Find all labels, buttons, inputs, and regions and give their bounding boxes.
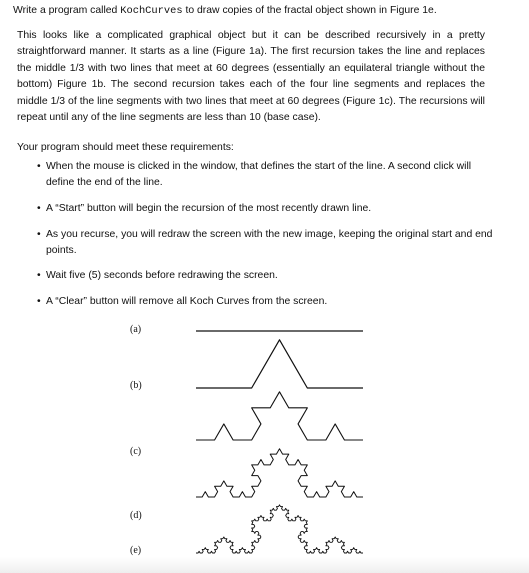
bullet-icon: • [37,161,41,172]
requirements-heading: Your program should meet these requirements: [17,142,234,153]
program-name-code: KochCurves [120,5,183,17]
intro-text-before: Write a program called [13,5,121,16]
koch-curve-e [196,505,363,553]
koch-curve-b [196,340,363,388]
requirement-text: When the mouse is clicked in the window, that defines the start of the line. A second click will define the end of the line. [46,161,472,189]
intro-text-after: to draw copies of the fractal object shown in Figure 1e. [182,5,437,16]
page-bottom-edge [0,557,529,573]
koch-curve-d [196,449,363,497]
requirement-text: Wait five (5) seconds before redrawing the screen. [46,270,278,281]
koch-curve-c [196,392,363,440]
figure-label-b: (b) [130,380,142,391]
figure-label-a: (a) [130,324,142,335]
bullet-icon: • [37,270,41,281]
bullet-icon: • [37,203,41,214]
bullet-icon: • [37,229,41,240]
figure-label-d: (d) [130,510,142,521]
figure-label-c: (c) [130,446,142,457]
bullet-icon: • [37,296,41,307]
requirement-text: A “Start” button will begin the recursion of the most recently drawn line. [46,203,372,214]
requirement-text: A “Clear” button will remove all Koch Curves from the screen. [46,296,328,307]
requirement-text: As you recurse, you will redraw the screen with the new image, keeping the original start and end points. [46,229,493,257]
description-paragraph: This looks like a complicated graphical object but it can be described recursively in a pretty straightforward manner. It starts as a line (Figure 1a). The first recursion takes the line and replaces the middle 1/3 with two lines that meet at 60 degrees (essentially an equilateral triangle without the bottom) Figure 1b. The second recursion takes each of the four line segments and replaces the middle 1/3 of the line segments with two lines that meet at 60 degrees (Figure 1c). The recursions will repeat until any of the line segments are less than 10 (base case). [17,30,485,124]
figure-label-e: (e) [130,545,142,556]
